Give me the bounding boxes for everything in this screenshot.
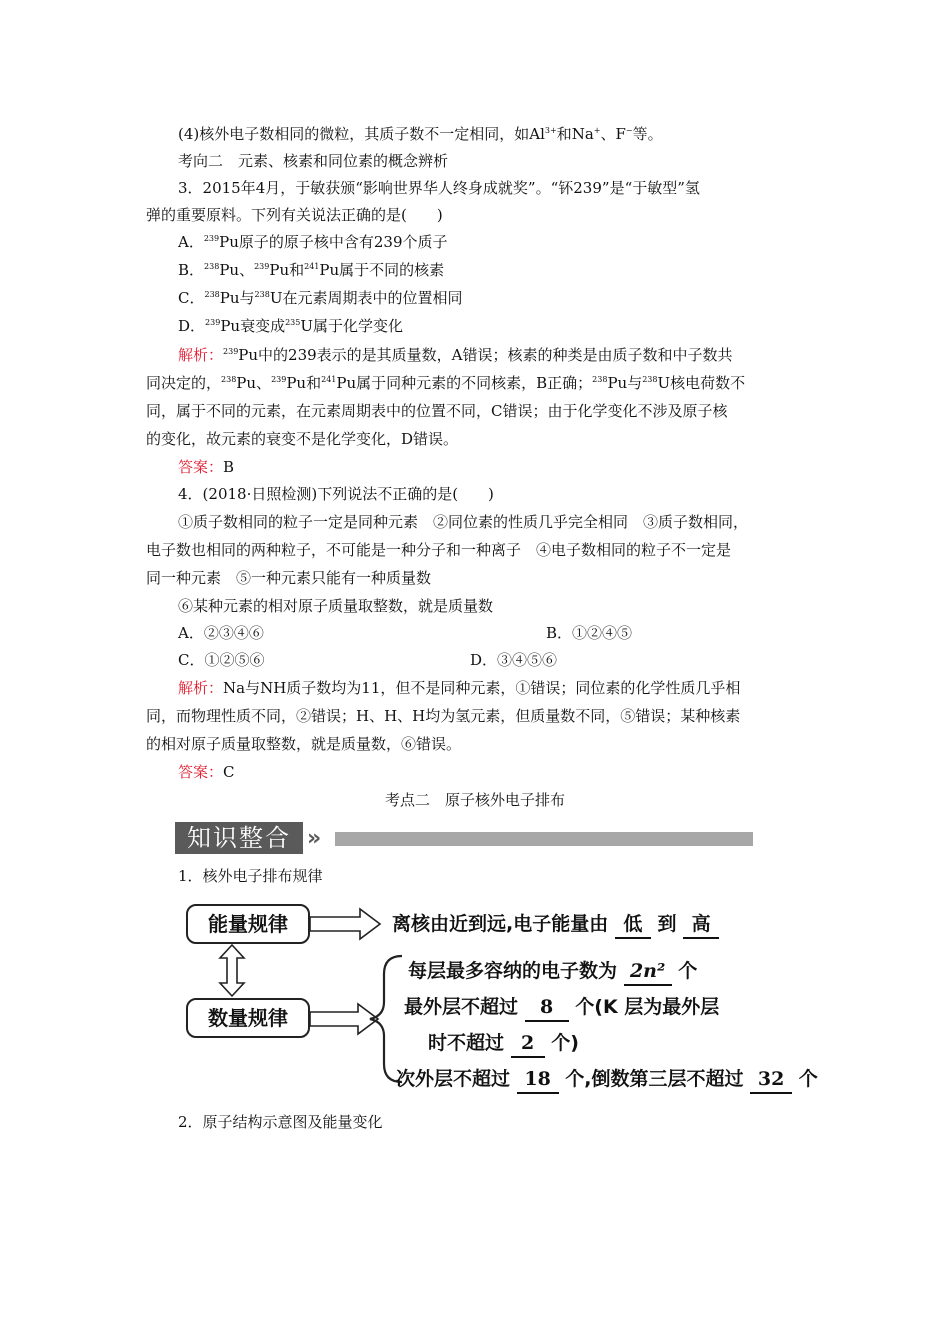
superscript: 3+ [544,126,557,135]
option-text: Pu衰变成 [220,317,286,335]
energy-rule-box: 能量规律 [186,904,310,944]
superscript: 238 [204,290,220,299]
statement-line: ①质子数相同的粒子一定是同种元素 ②同位素的性质几乎完全相同 ③质子数相同， [178,513,749,531]
option-b [178,260,444,280]
explanation-text: Pu中的239表示的是其质量数，A错误；核素的种类是由质子数和中子数共 [238,346,733,364]
explanation-line [178,678,740,698]
explanation-text: Pu与 [607,374,643,392]
option-label: D． [178,317,206,335]
superscript: 239 [254,262,270,271]
energy-rule-text [392,911,719,939]
line-text: 、F [600,125,626,143]
quantity-rule-line [408,958,697,986]
superscript: 238 [204,262,220,271]
answer-label: 答案： [178,458,224,476]
explanation-text: Pu属于同种元素的不同核素，B正确； [336,374,593,392]
answer-label: 答案： [178,763,224,781]
superscript: 239 [205,318,221,327]
explanation-line [178,345,733,365]
section-banner [175,822,753,854]
superscript: + [593,126,601,135]
line-text: (4)核外电子数相同的微粒，其质子数不一定相同，如Al [178,125,545,143]
superscript: 238 [254,290,270,299]
fill-blank: 2n² [624,958,672,986]
statement-line: 电子数也相同的两种粒子，不可能是一种分子和一种离子 ④电子数相同的粒子不一定是 [146,541,732,559]
explanation-line [146,373,745,393]
quantity-rule-line [404,994,719,1022]
explanation-line: 同，而物理性质不同，②错误；H、H、H均为氢元素，但质量数不同，⑤错误；某种核素 [146,707,741,725]
text-line [178,124,663,144]
option-text: Pu属于不同的核素 [319,261,445,279]
option-b: B．①②④⑤ [546,624,633,642]
option-a: A．②③④⑥ [178,624,264,642]
list-item: 1．核外电子排布规律 [178,867,323,885]
explanation-text: U核电荷数不 [657,374,746,392]
answer-value: C [223,763,235,781]
option-text: Pu和 [269,261,305,279]
section-title: 考点二 原子核外电子排布 [384,791,565,809]
electron-rules-diagram [170,890,870,1100]
arrow-right-icon [310,1004,378,1034]
superscript: 239 [271,375,287,384]
fill-blank: 32 [750,1066,792,1094]
superscript: 238 [642,375,658,384]
rule-text: 个 [678,960,698,982]
answer-line [178,457,234,477]
explanation-line: 的相对原子质量取整数，就是质量数，⑥错误。 [146,735,462,753]
explanation-label: 解析： [178,346,224,364]
superscript: 238 [592,375,608,384]
statement-line: ⑥某种元素的相对原子质量取整数，就是质量数 [178,597,494,615]
explanation-line: 同，属于不同的元素，在元素周期表中的位置不同，C错误；由于化学变化不涉及原子核 [146,402,728,420]
rule-text: 次外层不超过 [396,1068,511,1090]
list-item: 2．原子结构示意图及能量变化 [178,1113,383,1131]
explanation-text: Pu、 [236,374,272,392]
explanation-text: Pu和 [286,374,322,392]
quantity-rule-box: 数量规律 [186,998,310,1038]
superscript: 239 [223,347,239,356]
rule-text: 个,倒数第三层不超过 [565,1068,744,1090]
superscript: 241 [304,262,320,271]
option-text: U在元素周期表中的位置相同 [269,289,463,307]
rule-text: 时不超过 [428,1032,505,1054]
rule-text: 到 [657,913,677,935]
superscript: 235 [285,318,301,327]
option-d [178,316,403,336]
answer-line [178,762,235,782]
fill-blank: 18 [517,1066,559,1094]
rule-text: 离核由近到远,电子能量由 [392,913,609,935]
superscript: 238 [221,375,237,384]
fill-blank: 高 [683,911,719,939]
question-stem: 弹的重要原料。下列有关说法正确的是( ) [146,206,443,224]
line-text: 等。 [632,125,663,143]
option-c: C．①②⑤⑥ [178,651,265,669]
banner-title: 知识整合 [175,822,303,854]
arrow-right-icon [310,909,380,939]
rule-text: 每层最多容纳的电子数为 [408,960,618,982]
quantity-rule-line [428,1030,579,1058]
line-text: 和Na [556,125,594,143]
subheading: 考向二 元素、核素和同位素的概念辨析 [178,152,449,170]
fill-blank: 2 [511,1030,545,1058]
explanation-label: 解析： [178,679,224,697]
superscript: − [625,126,633,135]
option-text: Pu原子的原子核中含有239个质子 [219,233,448,251]
rule-text: 个 [798,1068,818,1090]
option-label: B． [178,261,205,279]
chevron-right-icon: » [307,826,322,851]
banner-bar [335,832,753,846]
statement-line: 同一种元素 ⑤一种元素只能有一种质量数 [146,569,432,587]
option-label: C． [178,289,205,307]
superscript: 239 [203,234,220,243]
rule-text: 个) [551,1032,579,1054]
superscript: 241 [321,375,337,384]
answer-value: B [223,458,235,476]
explanation-text: Na与NH质子数均为11，但不是同种元素，①错误；同位素的化学性质几乎相 [223,679,741,697]
option-label: A． [178,233,204,251]
fill-blank: 低 [615,911,651,939]
option-text: Pu、 [219,261,255,279]
option-text: Pu与 [219,289,255,307]
explanation-line: 的变化，故元素的衰变不是化学变化，D错误。 [146,430,459,448]
option-c [178,288,462,308]
rule-text: 最外层不超过 [404,996,519,1018]
option-text: U属于化学变化 [300,317,404,335]
question-stem: 4．(2018·日照检测)下列说法不正确的是( ) [178,485,494,503]
fill-blank: 8 [525,994,569,1022]
explanation-text: 同决定的， [146,374,222,392]
option-a [178,232,448,252]
question-stem: 3．2015年4月，于敏获颁“影响世界华人终身成就奖”。“钚239”是“于敏型”氢 [178,179,700,197]
rule-text: 个(K 层为最外层 [575,996,720,1018]
option-d: D．③④⑤⑥ [470,651,558,669]
quantity-rule-line [396,1066,818,1094]
double-arrow-icon [220,945,244,996]
